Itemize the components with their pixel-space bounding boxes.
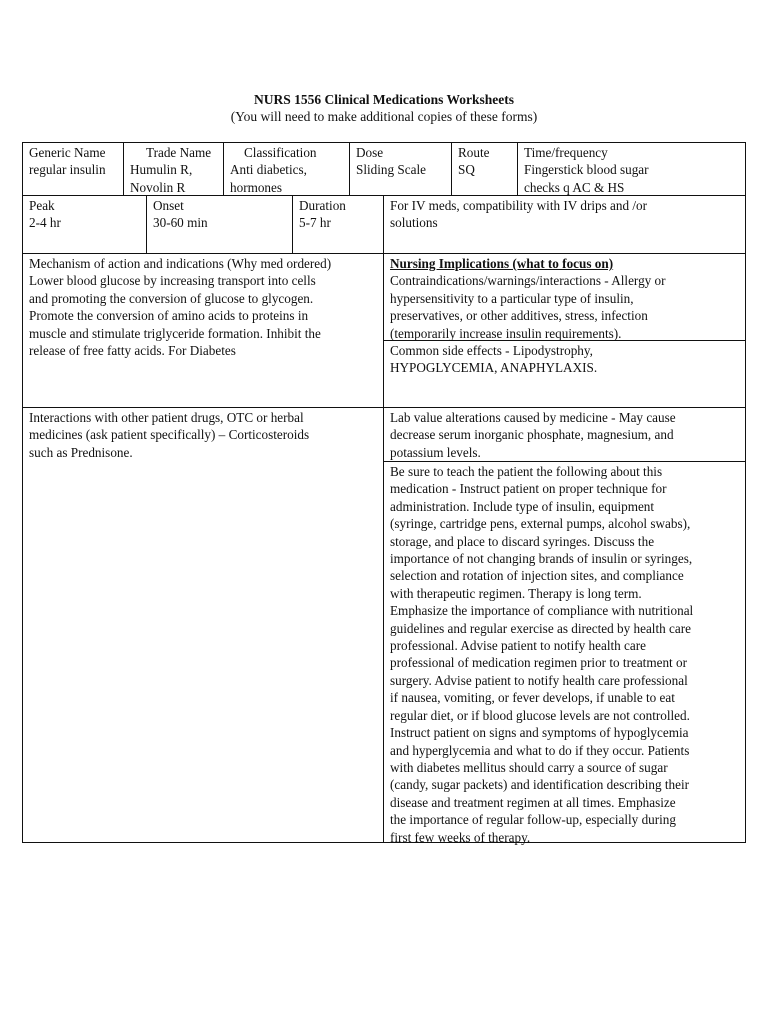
interactions-line: Interactions with other patient drugs, OTC or herbal: [29, 410, 304, 425]
teach-line: with diabetes mellitus should carry a source of sugar: [390, 759, 668, 775]
dose-cell: [350, 142, 452, 196]
time-frequency-cell: [518, 142, 746, 196]
teach-line: administration. Include type of insulin, equipment: [390, 498, 655, 514]
nursing-line: preservatives, or other additives, stress, infection: [390, 308, 648, 324]
duration-label: Duration: [299, 198, 346, 213]
teach-line: professional of medication regimen prior to treatment or: [390, 655, 687, 671]
mechanism-line: and promoting the conversion of glucose to glycogen.: [29, 290, 314, 306]
iv-compatibility-cell: [384, 196, 746, 254]
peak-cell: [22, 196, 147, 254]
iv-compatibility-line-2: solutions: [390, 215, 438, 231]
time-frequency-value-2: checks q AC & HS: [524, 179, 625, 195]
time-frequency-label: Time/frequency: [524, 145, 608, 160]
teach-line: first few weeks of therapy.: [390, 829, 531, 845]
peak-value: 2-4 hr: [29, 215, 61, 231]
worksheet-header: [0, 92, 768, 125]
medication-form-table: [22, 142, 746, 843]
teach-line: disease and treatment regimen at all times. Emphasize: [390, 794, 676, 810]
side-effects-cell: [384, 341, 746, 408]
teach-line: with therapeutic regimen. Therapy is long term.: [390, 585, 642, 601]
dose-label: Dose: [356, 145, 384, 160]
trade-name-cell: [124, 142, 224, 196]
lab-line: Lab value alterations caused by medicine - May cause: [390, 410, 676, 425]
teach-line: if nausea, vomiting, or fever develops, if unable to eat: [390, 690, 675, 706]
trade-name-value-1: Humulin R,: [130, 162, 193, 178]
teach-line: medication - Instruct patient on proper technique for: [390, 481, 667, 497]
teach-line: storage, and place to discard syringes. Discuss the: [390, 533, 655, 549]
classification-cell: [224, 142, 350, 196]
route-label: Route: [458, 145, 490, 160]
teach-line: and hyperglycemia and what to do if they occur. Patients: [390, 742, 690, 758]
trade-name-value-2: Novolin R: [130, 179, 186, 195]
side-effects-line: Common side effects - Lipodystrophy,: [390, 343, 593, 358]
peak-label: Peak: [29, 198, 55, 213]
lab-line: potassium levels.: [390, 444, 481, 460]
teach-line: guidelines and regular exercise as directed by health care: [390, 620, 691, 636]
interactions-line: such as Prednisone.: [29, 444, 133, 460]
onset-cell: [147, 196, 293, 254]
teach-line: regular diet, or if blood glucose levels are not controlled.: [390, 707, 690, 723]
generic-name-label: Generic Name: [29, 145, 106, 160]
teach-line: importance of not changing brands of insulin or syringes,: [390, 551, 693, 567]
nursing-line: hypersensitivity to a particular type of insulin,: [390, 290, 634, 306]
interactions-line: medicines (ask patient specifically) – Corticosteroids: [29, 427, 310, 443]
classification-label: Classification: [244, 145, 317, 160]
mechanism-cell: [22, 254, 384, 408]
iv-compatibility-line-1: For IV meds, compatibility with IV drips and /or: [390, 198, 648, 213]
teach-line: (syringe, cartridge pens, external pumps, alcohol swabs),: [390, 516, 691, 532]
mechanism-line: Promote the conversion of amino acids to proteins in: [29, 308, 309, 324]
time-frequency-value-1: Fingerstick blood sugar: [524, 162, 649, 178]
patient-teaching-cell: [384, 462, 746, 843]
onset-value: 30-60 min: [153, 215, 208, 231]
interactions-cell: [22, 408, 384, 843]
duration-value: 5-7 hr: [299, 215, 331, 231]
nursing-line: (temporarily increase insulin requirements).: [390, 325, 622, 341]
side-effects-line: HYPOGLYCEMIA, ANAPHYLAXIS.: [390, 360, 598, 376]
teach-line: Emphasize the importance of compliance with nutritional: [390, 603, 694, 619]
trade-name-label: Trade Name: [146, 145, 212, 160]
nursing-line: Contraindications/warnings/interactions - Allergy or: [390, 273, 666, 289]
teach-line: selection and rotation of injection sites, and compliance: [390, 568, 684, 584]
teach-line: professional. Advise patient to notify health care: [390, 638, 646, 654]
teach-line: the importance of regular follow-up, especially during: [390, 812, 676, 828]
generic-name-cell: [22, 142, 124, 196]
duration-cell: [293, 196, 384, 254]
mechanism-line: Lower blood glucose by increasing transport into cells: [29, 273, 316, 289]
nursing-implications-cell: [384, 254, 746, 341]
mechanism-line: muscle and stimulate triglyceride formation. Inhibit the: [29, 325, 321, 341]
mechanism-line: Mechanism of action and indications (Why med ordered): [29, 256, 332, 271]
route-cell: [452, 142, 518, 196]
page-subtitle: (You will need to make additional copies of these forms): [230, 109, 538, 124]
dose-value: Sliding Scale: [356, 162, 426, 178]
onset-label: Onset: [153, 198, 184, 213]
teach-line: Instruct patient on signs and symptoms of hypoglycemia: [390, 725, 689, 741]
teach-line: (candy, sugar packets) and identification describing their: [390, 777, 690, 793]
classification-value-2: hormones: [230, 179, 283, 195]
lab-alterations-cell: [384, 408, 746, 462]
lab-line: decrease serum inorganic phosphate, magnesium, and: [390, 427, 674, 443]
generic-name-value: regular insulin: [29, 162, 106, 178]
mechanism-line: release of free fatty acids. For Diabetes: [29, 343, 236, 359]
teach-line: surgery. Advise patient to notify health care professional: [390, 672, 688, 688]
route-value: SQ: [458, 162, 475, 178]
classification-value-1: Anti diabetics,: [230, 162, 307, 178]
nursing-implications-heading: Nursing Implications (what to focus on): [390, 256, 614, 271]
page-title: NURS 1556 Clinical Medications Worksheets: [253, 92, 514, 107]
teach-line: Be sure to teach the patient the following about this: [390, 464, 663, 479]
